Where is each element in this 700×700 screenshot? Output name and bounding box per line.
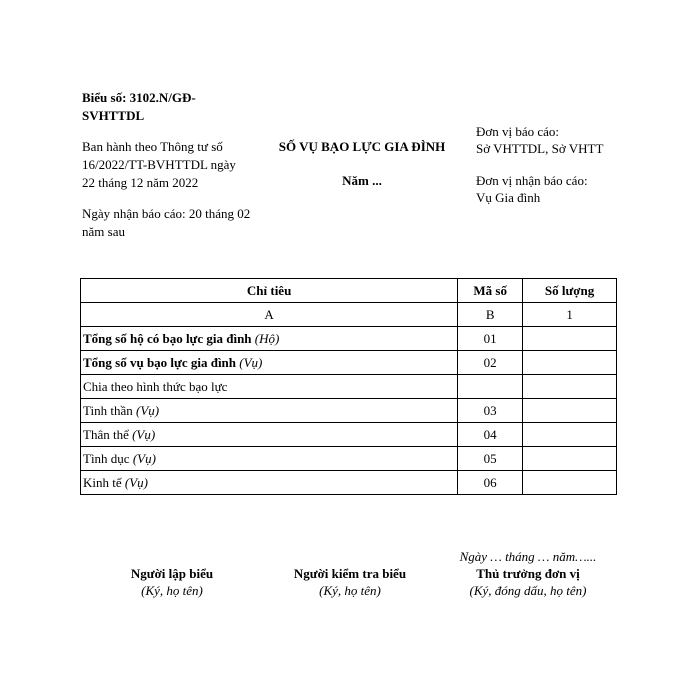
row-unit: (Vụ) xyxy=(124,474,148,490)
document-year: Năm ... xyxy=(342,173,382,188)
row-label-text: Tổng số vụ bạo lực gia đình xyxy=(83,354,237,370)
row-label xyxy=(81,351,458,375)
report-table xyxy=(80,278,617,495)
signature-date-line: Ngày … tháng … năm…... xyxy=(459,549,597,564)
form-code: Biểu số: 3102.N/GĐ-SVHTTDL xyxy=(82,90,196,123)
unit-head-note: (Ký, đóng dấu, họ tên) xyxy=(469,583,587,598)
row-unit: (Vụ) xyxy=(132,426,156,442)
row-label-text: Chia theo hình thức bạo lực xyxy=(83,378,228,394)
subheader-code: B xyxy=(458,303,523,327)
row-label xyxy=(81,375,458,399)
table-subheader-row xyxy=(81,303,617,327)
row-value-cell[interactable] xyxy=(523,399,617,423)
row-unit: (Vụ) xyxy=(132,450,156,466)
subheader-quantity: 1 xyxy=(523,303,617,327)
row-code: 04 xyxy=(458,423,523,447)
row-label xyxy=(81,423,458,447)
row-value-cell[interactable] xyxy=(523,327,617,351)
row-label-text: Tổng số hộ có bạo lực gia đình xyxy=(83,330,252,346)
row-label-text: Tinh thần xyxy=(83,402,133,418)
row-unit: (Hộ) xyxy=(254,330,280,346)
row-code: 02 xyxy=(458,351,523,375)
table-row xyxy=(81,399,617,423)
receiving-unit-label: Đơn vị nhận báo cáo: xyxy=(476,173,588,188)
row-label-text: Tình dục xyxy=(83,450,130,466)
table-row xyxy=(81,423,617,447)
reporting-unit-value: Sở VHTTDL, Sở VHTT xyxy=(476,141,604,156)
row-value-cell[interactable] xyxy=(523,375,617,399)
table-row xyxy=(81,327,617,351)
receiving-unit-value: Vụ Gia đình xyxy=(476,190,541,205)
row-label xyxy=(81,471,458,495)
table-header-row xyxy=(81,279,617,303)
header-quantity: Số lượng xyxy=(523,279,617,303)
row-value-cell[interactable] xyxy=(523,471,617,495)
row-label xyxy=(81,399,458,423)
row-value-cell[interactable] xyxy=(523,447,617,471)
subheader-indicator: A xyxy=(81,303,458,327)
row-label-text: Thân thể xyxy=(83,426,129,442)
table-row xyxy=(81,471,617,495)
row-label xyxy=(81,327,458,351)
header-indicator: Chỉ tiêu xyxy=(81,279,458,303)
row-label-text: Kinh tế xyxy=(83,474,122,490)
preparer-title: Người lập biểu xyxy=(130,566,214,581)
document-title: SỐ VỤ BẠO LỰC GIA ĐÌNH xyxy=(278,139,446,154)
row-code: 05 xyxy=(458,447,523,471)
checker-note: (Ký, họ tên) xyxy=(319,583,381,598)
checker-title: Người kiểm tra biểu xyxy=(293,566,407,581)
receive-date-text: Ngày nhận báo cáo: 20 tháng 02 năm sau xyxy=(82,206,251,239)
row-code: 01 xyxy=(458,327,523,351)
row-code: 03 xyxy=(458,399,523,423)
header-code: Mã số xyxy=(458,279,523,303)
reporting-unit-label: Đơn vị báo cáo: xyxy=(476,124,560,139)
issued-by-text: Ban hành theo Thông tư số 16/2022/TT-BVHTTDL ngày 22 tháng 12 năm 2022 xyxy=(82,139,236,190)
row-code xyxy=(458,375,523,399)
preparer-note: (Ký, họ tên) xyxy=(141,583,203,598)
row-value-cell[interactable] xyxy=(523,351,617,375)
row-unit: (Vụ) xyxy=(135,402,160,418)
table-row xyxy=(81,351,617,375)
unit-head-title: Thủ trưởng đơn vị xyxy=(476,566,580,581)
table-row xyxy=(81,375,617,399)
table-row xyxy=(81,447,617,471)
row-code: 06 xyxy=(458,471,523,495)
row-value-cell[interactable] xyxy=(523,423,617,447)
row-unit: (Vụ) xyxy=(239,354,263,370)
row-label xyxy=(81,447,458,471)
